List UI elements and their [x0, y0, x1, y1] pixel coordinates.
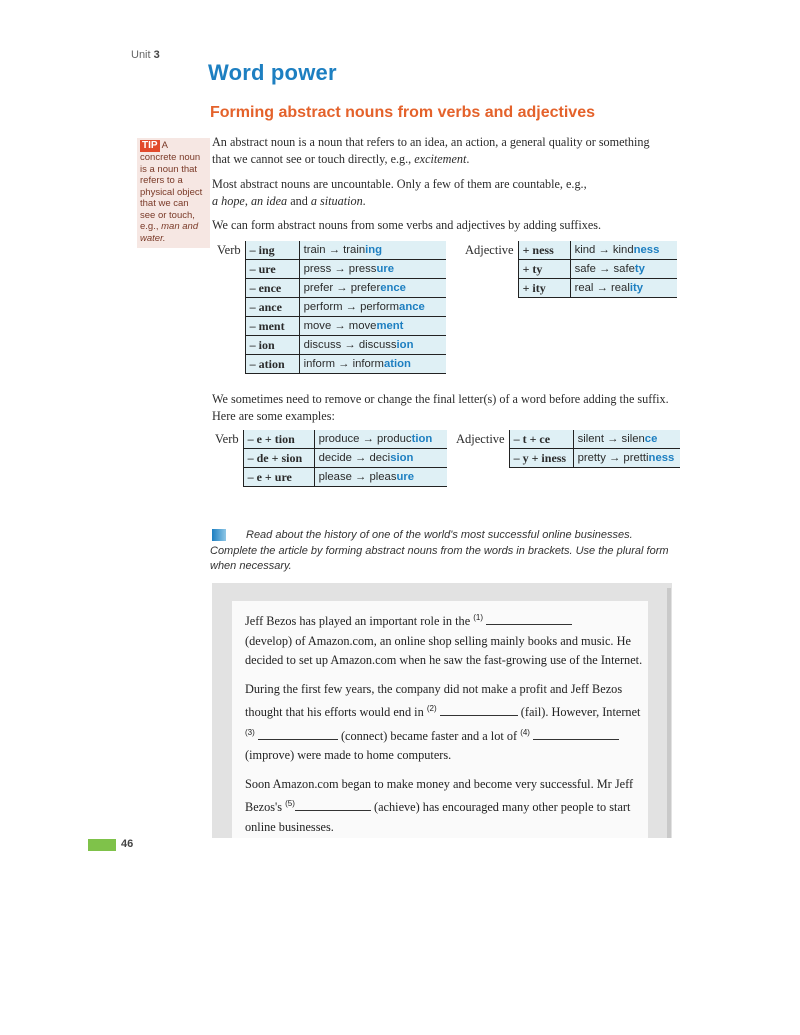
- suffix-cell: – t + ce: [509, 430, 573, 449]
- example-cell: real → reality: [570, 279, 677, 298]
- suffix-cell: – ure: [245, 260, 299, 279]
- suffix-cell: + ness: [518, 241, 570, 260]
- table-row: [213, 298, 446, 317]
- verb-suffix-table: [213, 241, 446, 374]
- table-label: Verb: [215, 432, 239, 446]
- example-cell: silent → silence: [573, 430, 680, 449]
- suffix-cell: – e + tion: [243, 430, 314, 449]
- table-row: [461, 241, 677, 260]
- verb-spelling-table: [211, 430, 447, 487]
- intro-paragraph-3: We can form abstract nouns from some verbs and adjectives by adding suffixes.: [212, 218, 602, 232]
- example-cell: discuss → discussion: [299, 336, 446, 355]
- table-row: [211, 449, 447, 468]
- spelling-change-paragraph: We sometimes need to remove or change the final letter(s) of a word before adding the suffix. Here are some examples:: [212, 392, 669, 423]
- example-cell: kind → kindness: [570, 241, 677, 260]
- table-row: [211, 430, 447, 449]
- suffix-cell: – y + iness: [509, 449, 573, 468]
- suffix-cell: + ty: [518, 260, 570, 279]
- table-row: [213, 241, 446, 260]
- suffix-cell: – ation: [245, 355, 299, 374]
- gap-4-input[interactable]: [533, 728, 619, 740]
- suffix-cell: – ion: [245, 336, 299, 355]
- suffix-cell: – ing: [245, 241, 299, 260]
- adjective-suffix-table: [461, 241, 677, 298]
- example-cell: produce → production: [314, 430, 447, 449]
- suffix-cell: – ance: [245, 298, 299, 317]
- page-number-bar: [88, 839, 116, 851]
- table-row: [213, 336, 446, 355]
- gap-2-input[interactable]: [440, 704, 518, 716]
- gap-number-2: (2): [426, 704, 437, 714]
- article-paragraph-1: Jeff Bezos has played an important role in the $^{(1)}$ (develop) of Amazon.com, an online shop selling mainly books and music. He decided to set up Amazon.com when he saw the fast-growing use of the Internet.: [245, 613, 643, 668]
- suffix-cell: – de + sion: [243, 449, 314, 468]
- suffix-cell: – ment: [245, 317, 299, 336]
- intro-paragraph-2: Most abstract nouns are uncountable. Only a few of them are countable, e.g., a hope, an idea and a situation.: [212, 177, 587, 208]
- table-row: [213, 279, 446, 298]
- adjective-spelling-table: [452, 430, 680, 468]
- intro-paragraph-1: An abstract noun is a noun that refers to an idea, an action, a general quality or something that we cannot see or touch directly, e.g., excitement.: [212, 135, 650, 166]
- suffix-cell: + ity: [518, 279, 570, 298]
- unit-label: Unit 3: [131, 49, 160, 61]
- article-text: [245, 608, 645, 846]
- tip-examples: man and water.: [140, 221, 199, 244]
- task-instructions: Read about the history of one of the world's most successful online businesses. Complete the article by forming abstract nouns from the words in brackets. Use the plural form when necessary.: [210, 529, 669, 572]
- table-label: Adjective: [456, 432, 505, 446]
- gap-1-input[interactable]: [486, 613, 572, 625]
- table-row: [452, 430, 680, 449]
- tip-badge: TIP: [142, 140, 158, 151]
- gap-5-input[interactable]: [295, 799, 371, 811]
- article-shadow: [667, 588, 671, 838]
- tip-box: [137, 138, 210, 248]
- example-cell: safe → safety: [570, 260, 677, 279]
- table-row: [213, 260, 446, 279]
- gap-3-input[interactable]: [258, 728, 338, 740]
- example-cell: pretty → prettiness: [573, 449, 680, 468]
- example-cell: prefer → preference: [299, 279, 446, 298]
- gap-number-5: (5): [285, 799, 295, 809]
- gap-number-4: (4): [520, 727, 530, 737]
- table-label: Adjective: [465, 243, 514, 257]
- tip-text: A concrete noun is a noun that refers to a physical object that we can see or touch, e.g.,: [140, 140, 203, 232]
- suffix-cell: – e + ure: [243, 468, 314, 487]
- section-heading: Forming abstract nouns from verbs and adjectives: [210, 104, 595, 121]
- example-cell: train → training: [299, 241, 446, 260]
- table-row: [211, 468, 447, 487]
- suffix-cell: – ence: [245, 279, 299, 298]
- gap-number-1: (1): [473, 613, 484, 622]
- page-title: Word power: [208, 60, 337, 85]
- example-cell: perform → performance: [299, 298, 446, 317]
- gap-number-3: (3): [245, 727, 255, 737]
- example-cell: move → movement: [299, 317, 446, 336]
- article-paragraph-2: During the first few years, the company did not make a profit and Jeff Bezos thought that his efforts would end in $^{(2)}$ (fail). However, Internet $^{(3)}$ (connect) became faster and a lot of $^{(4)}$ (improve) were made to home computers.: [245, 681, 641, 763]
- example-cell: decide → decision: [314, 449, 447, 468]
- table-row: [213, 355, 446, 374]
- page-number: 46: [121, 838, 134, 850]
- example-cell: please → pleasure: [314, 468, 447, 487]
- example-cell: inform → information: [299, 355, 446, 374]
- example-cell: press → pressure: [299, 260, 446, 279]
- article-paragraph-3: Soon Amazon.com began to make money and become very successful. Mr Jeff Bezos's $^{(5)}$ (achieve) has encouraged many other people to start online businesses.: [245, 776, 634, 834]
- table-row: [213, 317, 446, 336]
- table-label: Verb: [217, 243, 241, 257]
